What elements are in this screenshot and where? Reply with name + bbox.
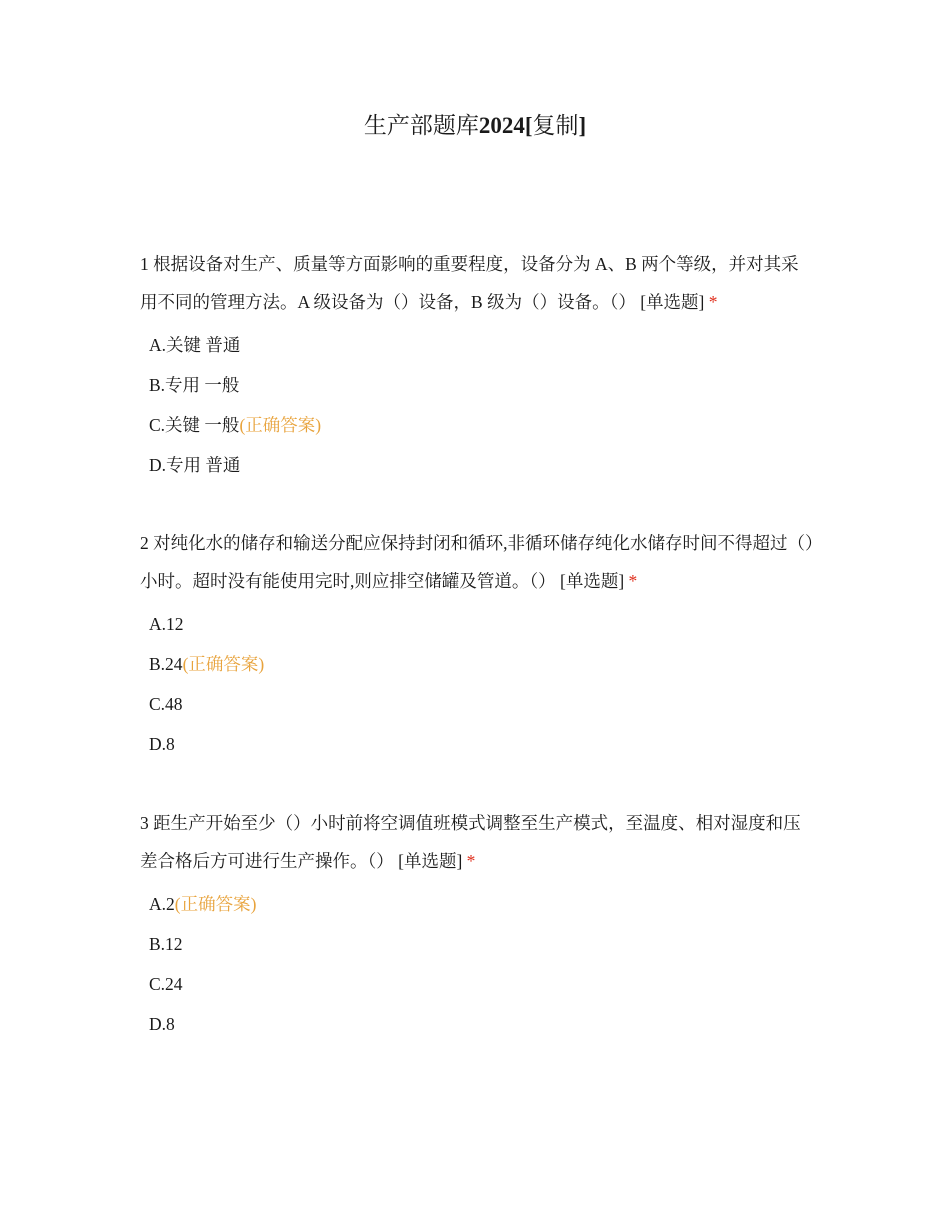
option-b — [149, 373, 815, 397]
question-text-content: 1 根据设备对生产、质量等方面影响的重要程度，设备分为 A、B 两个等级，并对其采用不同的管理方法。A 级设备为（）设备，B 级为（）设备。（） [单选题] — [140, 254, 799, 312]
option-d — [149, 1012, 815, 1036]
option-b — [149, 932, 815, 956]
required-star: * — [466, 851, 476, 871]
option-a — [149, 333, 815, 357]
option-label: A.关键 普通 — [149, 335, 241, 355]
option-label: D.8 — [149, 734, 175, 754]
title-bracket: ] — [578, 113, 587, 138]
option-b — [149, 652, 815, 676]
option-label: C.关键 一般 — [149, 415, 240, 435]
option-label: D.8 — [149, 1014, 175, 1034]
option-label: A.2 — [149, 894, 175, 914]
option-label: C.48 — [149, 694, 183, 714]
question-text-content: 2 对纯化水的储存和输送分配应保持封闭和循环,非循环储存纯化水储存时间不得超过（）小时。超时没有能使用完时,则应排空储罐及管道。（） [单选题] — [140, 533, 814, 591]
required-star: * — [628, 571, 638, 591]
option-list — [140, 612, 815, 756]
title-copy: 复制 — [532, 113, 579, 138]
title-year: 2024[ — [478, 113, 533, 138]
question-text — [140, 804, 815, 880]
option-label: B.专用 一般 — [149, 375, 240, 395]
question-text — [140, 245, 815, 321]
question-2 — [140, 524, 815, 772]
correct-answer-mark: (正确答案) — [239, 415, 322, 435]
option-label: B.24 — [149, 654, 183, 674]
option-label: C.24 — [149, 974, 183, 994]
option-list — [140, 333, 815, 477]
option-c — [149, 972, 815, 996]
option-a — [149, 612, 815, 636]
correct-answer-mark: (正确答案) — [174, 894, 257, 914]
option-label: D.专用 普通 — [149, 455, 241, 475]
option-label: A.12 — [149, 614, 184, 634]
option-c — [149, 413, 815, 437]
question-text — [140, 524, 815, 600]
page-title — [0, 110, 950, 142]
option-list — [140, 892, 815, 1036]
title-text: 生产部题库 — [363, 113, 479, 138]
question-3 — [140, 804, 815, 1052]
question-1 — [140, 245, 815, 493]
option-d — [149, 453, 815, 477]
option-label: B.12 — [149, 934, 183, 954]
option-d — [149, 732, 815, 756]
required-star: * — [708, 292, 718, 312]
option-a — [149, 892, 815, 916]
correct-answer-mark: (正确答案) — [182, 654, 265, 674]
option-c — [149, 692, 815, 716]
question-text-content: 3 距生产开始至少（）小时前将空调值班模式调整至生产模式，至温度、相对湿度和压差合格后方可进行生产操作。（） [单选题] — [140, 813, 801, 871]
